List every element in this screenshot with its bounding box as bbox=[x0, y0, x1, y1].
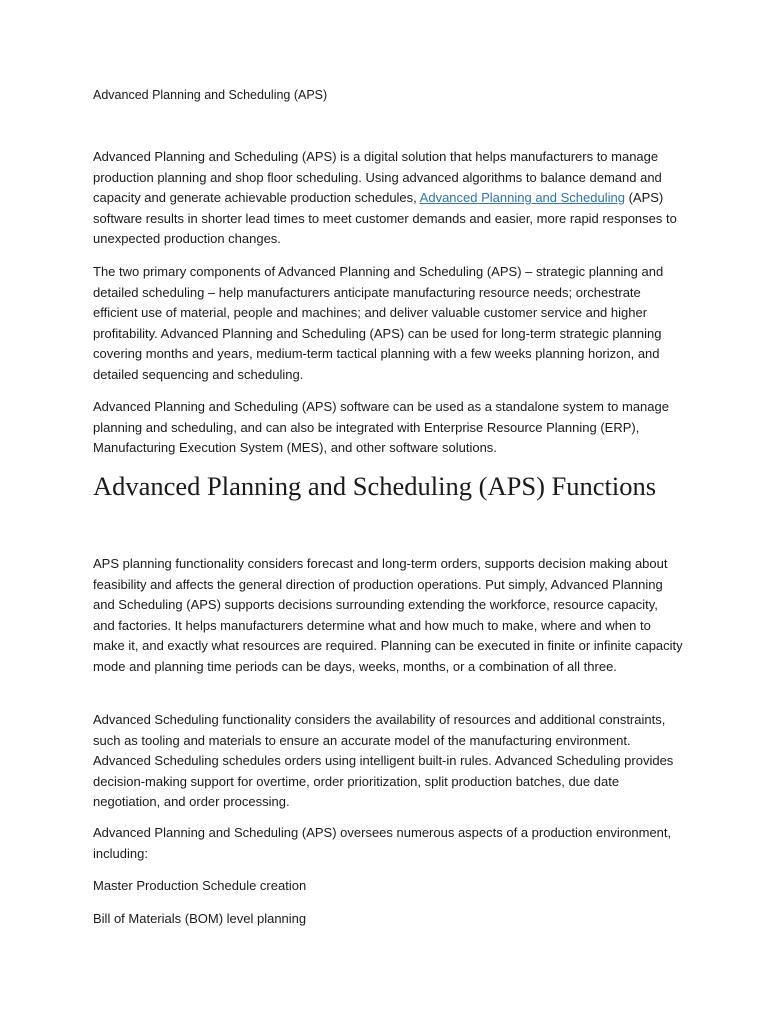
document-title: Advanced Planning and Scheduling (APS) bbox=[93, 88, 328, 102]
intro-text-after-link: (APS) software results in shorter lead times to meet customer demands and easier, more rapid responses to unexpected production changes. bbox=[93, 190, 677, 247]
functions-heading: Advanced Planning and Scheduling (APS) Functions bbox=[93, 471, 657, 501]
list-item: Master Production Schedule creation bbox=[93, 878, 307, 893]
intro-paragraph bbox=[93, 147, 683, 250]
integration-paragraph: Advanced Planning and Scheduling (APS) software can be used as a standalone system to manage planning and scheduling, and can also be integrated with Enterprise Resource Planning (ERP), Manufacturing Execution System (MES), and other software solutions. bbox=[93, 399, 669, 456]
components-paragraph: The two primary components of Advanced Planning and Scheduling (APS) – strategic planning and detailed scheduling – help manufacturers anticipate manufacturing resource needs; orchestrate efficient use of material, people and machines; and deliver valuable customer service and higher profitability. Advanced Planning and Scheduling (APS) can be used for long-term strategic planning covering months and years, medium-term tactical planning with a few weeks planning horizon, and detailed sequencing and scheduling. bbox=[93, 264, 664, 382]
list-item: Bill of Materials (BOM) level planning bbox=[93, 911, 307, 926]
intro-text-before-link: Advanced Planning and Scheduling (APS) is a digital solution that helps manufacturers to manage production planning and shop floor scheduling. Using advanced algorithms to balance demand and capacity and generate achievable production schedules, bbox=[93, 149, 662, 206]
oversees-paragraph: Advanced Planning and Scheduling (APS) oversees numerous aspects of a production environment, including: bbox=[93, 825, 672, 861]
scheduling-paragraph: Advanced Scheduling functionality considers the availability of resources and additional constraints, such as tooling and materials to ensure an accurate model of the manufacturing environment. Advanced Scheduling schedules orders using intelligent built-in rules. Advanced Scheduling provides decision-making support for overtime, order prioritization, split production batches, due date negotiation, and order processing. bbox=[93, 712, 674, 810]
aps-link[interactable]: Advanced Planning and Scheduling bbox=[419, 190, 625, 206]
planning-paragraph: APS planning functionality considers forecast and long-term orders, supports decision making about feasibility and affects the general direction of production operations. Put simply, Advanced Planning and Scheduling (APS) supports decisions surrounding extending the workforce, resource capacity, and factories. It helps manufacturers determine what and how much to make, where and when to make it, and exactly what resources are required. Planning can be executed in finite or infinite capacity mode and planning time periods can be days, weeks, months, or a combination of all three. bbox=[93, 556, 683, 674]
